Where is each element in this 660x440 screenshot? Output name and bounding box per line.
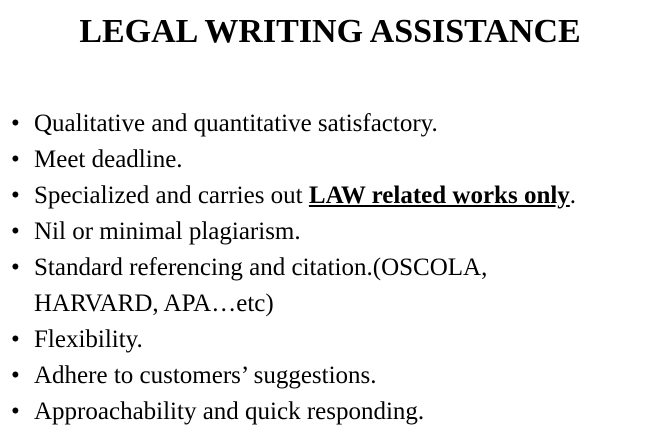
list-item-flexibility (0, 322, 660, 358)
law-emphasis-text: LAW related works only (308, 182, 570, 209)
list-item-text: Approachability and quick responding. (34, 398, 425, 425)
bullet-icon: • (11, 182, 20, 209)
list-item-specialization (0, 178, 660, 214)
list-item-text-start: Specialized and carries out (34, 182, 309, 209)
list-item-text: Meet deadline. (34, 146, 183, 173)
bullet-icon: • (11, 362, 20, 389)
list-item-text-line-1: Standard referencing and citation.(OSCOLA, (34, 254, 488, 281)
list-item-text-line-2: HARVARD, APA…etc) (34, 290, 274, 317)
bullet-icon: • (11, 398, 20, 425)
feature-list (0, 106, 660, 430)
list-item-text: Flexibility. (34, 326, 143, 353)
bullet-icon: • (11, 326, 20, 353)
list-item-suggestions (0, 358, 660, 394)
bullet-icon: • (11, 254, 20, 281)
bullet-icon: • (11, 146, 20, 173)
list-item-referencing (0, 250, 660, 322)
list-item-text: Qualitative and quantitative satisfactory. (34, 110, 438, 137)
bullet-icon: • (11, 218, 20, 245)
list-item-text: Nil or minimal plagiarism. (34, 218, 301, 245)
list-item-plagiarism (0, 214, 660, 250)
list-item-deadline (0, 142, 660, 178)
list-item-approachability (0, 394, 660, 430)
list-item-quality (0, 106, 660, 142)
list-item-text-end: . (569, 182, 577, 209)
list-item-text: Adhere to customers’ suggestions. (34, 362, 377, 389)
bullet-icon: • (11, 110, 20, 137)
page-title: LEGAL WRITING ASSISTANCE (79, 13, 581, 50)
